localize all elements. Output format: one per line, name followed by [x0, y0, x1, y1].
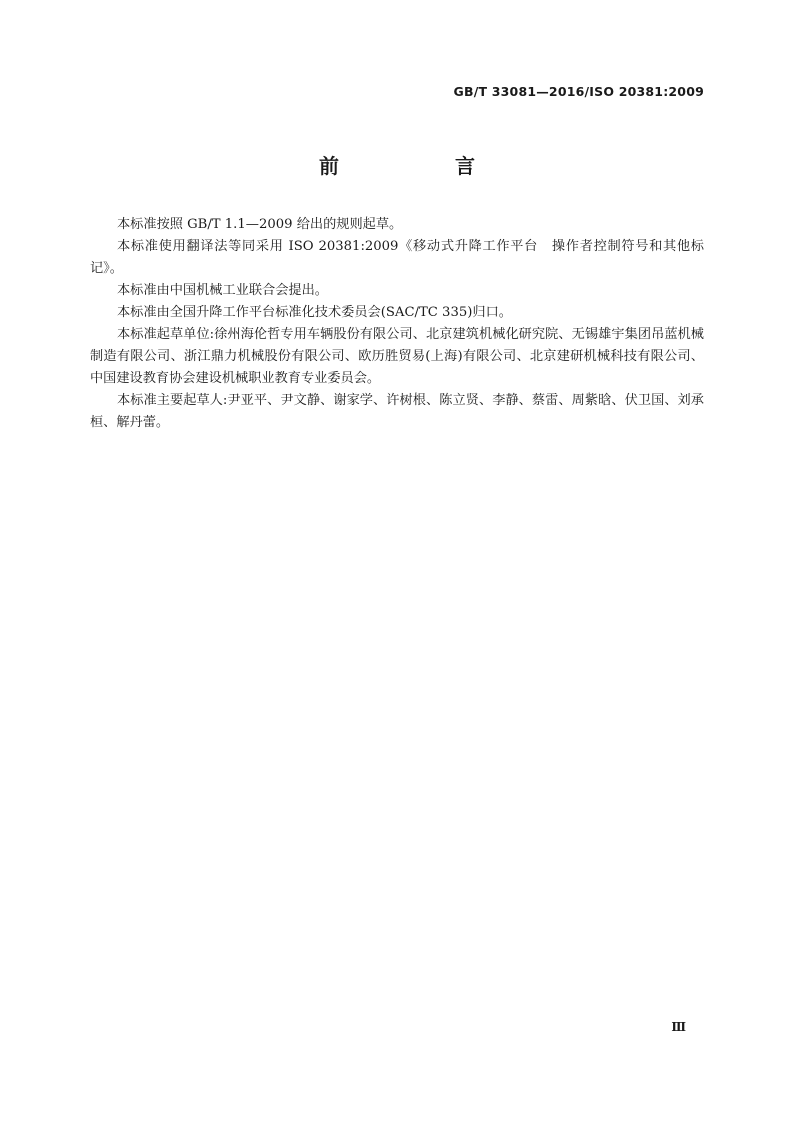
paragraph-drafting-units: 本标准起草单位:徐州海伦哲专用车辆股份有限公司、北京建筑机械化研究院、无锡雄宇集团吊蓝机械制造有限公司、浙江鼎力机械股份有限公司、欧历胜贸易(上海)有限公司、北京建研机械科技有限公司、中国建设教育协会建设机械职业教育专业委员会。: [90, 327, 704, 386]
paragraph-drafters: 本标准主要起草人:尹亚平、尹文静、谢家学、许树根、陈立贤、李静、蔡雷、周紫晗、伏卫国、刘承桓、解丹蕾。: [90, 393, 704, 430]
paragraph-drafting-rules: 本标准按照 GB/T 1.1—2009 给出的规则起草。: [117, 217, 403, 232]
document-body: [90, 214, 704, 434]
page-title: 前 言: [319, 154, 523, 178]
standard-code: GB/T 33081—2016/ISO 20381:2009: [453, 84, 704, 99]
paragraph-proposed-by: 本标准由中国机械工业联合会提出。: [117, 283, 328, 298]
paragraph-adoption: 本标准使用翻译法等同采用 ISO 20381:2009《移动式升降工作平台 操作者控制符号和其他标记》。: [90, 239, 704, 276]
page-number: Ⅲ: [671, 1020, 686, 1034]
paragraph-administered-by: 本标准由全国升降工作平台标准化技术委员会(SAC/TC 335)归口。: [117, 305, 512, 320]
